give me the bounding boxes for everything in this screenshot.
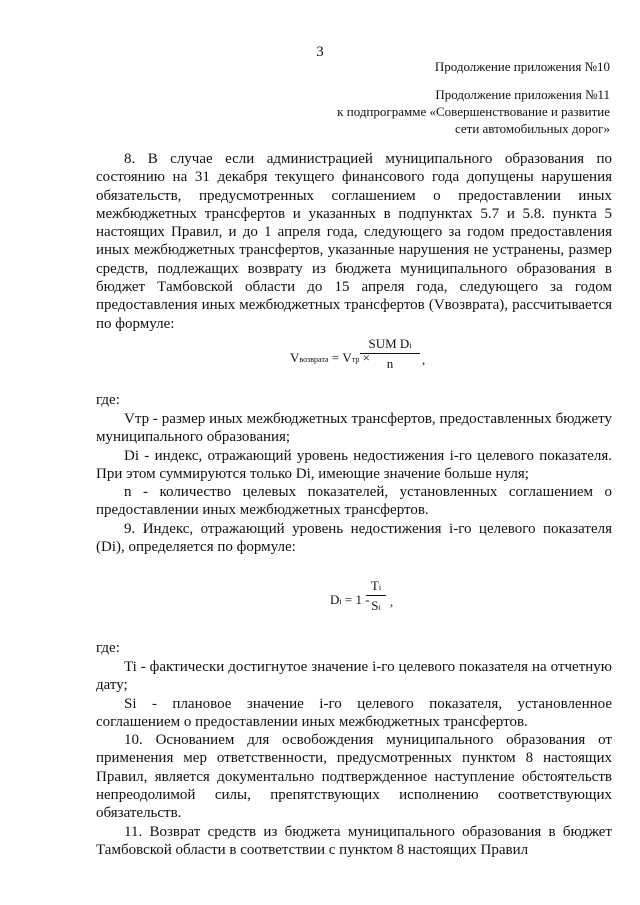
appendix-header-10: Продолжение приложения №10 xyxy=(434,59,610,74)
formula-lhs: Di = 1 - xyxy=(330,592,370,607)
where-label: где: xyxy=(96,640,120,656)
definition-di: Di - индекс, отражающий уровень недостижения i-го целевого показателя. При этом суммируются только Di, имеющие значение больше нуля; xyxy=(96,447,612,482)
header-line: Продолжение приложения №11 xyxy=(435,87,610,102)
header-line: к подпрограмме «Совершенствование и развитие xyxy=(337,104,610,119)
appendix-header-11 xyxy=(337,86,610,137)
paragraph-11: 11. Возврат средств из бюджета муниципального образования в бюджет Тамбовской области в соответствии с пунктом 8 настоящих Правил xyxy=(96,823,612,858)
formula-index: Di = 1 - $\frac{Ti}{Si}$ , xyxy=(330,578,394,613)
definitions-block-2 xyxy=(96,658,612,859)
definition-ti: Ti - фактически достигнутое значение i-го целевого показателя на отчетную дату; xyxy=(96,659,612,694)
paragraph-9: 9. Индекс, отражающий уровень недостижения i-го целевого показателя (Di), определяется по формуле: xyxy=(96,520,612,556)
paragraph-10: 10. Основанием для освобождения муниципального образования от применения мер ответственности, предусмотренных пунктом 8 настоящих Правил, является документально подтвержденное наступление обстоятельств непреодолимой силы, препятствующих исполнению соответствующих обязательств. xyxy=(96,732,612,822)
definition-si: Si - плановое значение i-го целевого показателя, установленное соглашением о предоставлении иных межбюджетных трансфертов. xyxy=(96,695,612,730)
formula-lhs: Vвозврата = Vтр × xyxy=(290,350,370,365)
definition-n: n - количество целевых показателей, установленных соглашением о предоставлении иных межбюджетных трансфертов. xyxy=(96,484,612,519)
paragraph-8: 8. В случае если администрацией муниципального образования по состоянию на 31 декабря текущего финансового года допущены нарушения обязательств, предусмотренных соглашением о предоставлении иных межбюджетных трансфертов и указанных в подпунктах 5.7 и 5.8. пункта 5 настоящих Правил, и до 1 апреля года, следующего за годом предоставления иных межбюджетных трансфертов, указанные нарушения не устранены, размер средств, подлежащих возврату из бюджета муниципального образования в бюджет Тамбовской области до 15 апреля года, следующего за годом предоставления иных межбюджетных трансфертов (Vвозврата), рассчитывается по формуле: xyxy=(96,151,612,332)
header-line: сети автомобильных дорог» xyxy=(454,121,610,136)
formula-fraction: SUM Di n xyxy=(360,336,420,372)
formula-return-amount: Vвозврата = Vтр × SUM Di n , xyxy=(290,336,426,371)
where-label: где: xyxy=(96,392,120,408)
formula-fraction: $\frac{Ti}{Si}$ xyxy=(366,578,386,614)
definition-vtr: Vтр - размер иных межбюджетных трансфертов, предоставленных бюджету муниципального образования; xyxy=(96,411,612,446)
page-number: 3 xyxy=(316,44,324,60)
definitions-block-1 xyxy=(96,410,612,556)
